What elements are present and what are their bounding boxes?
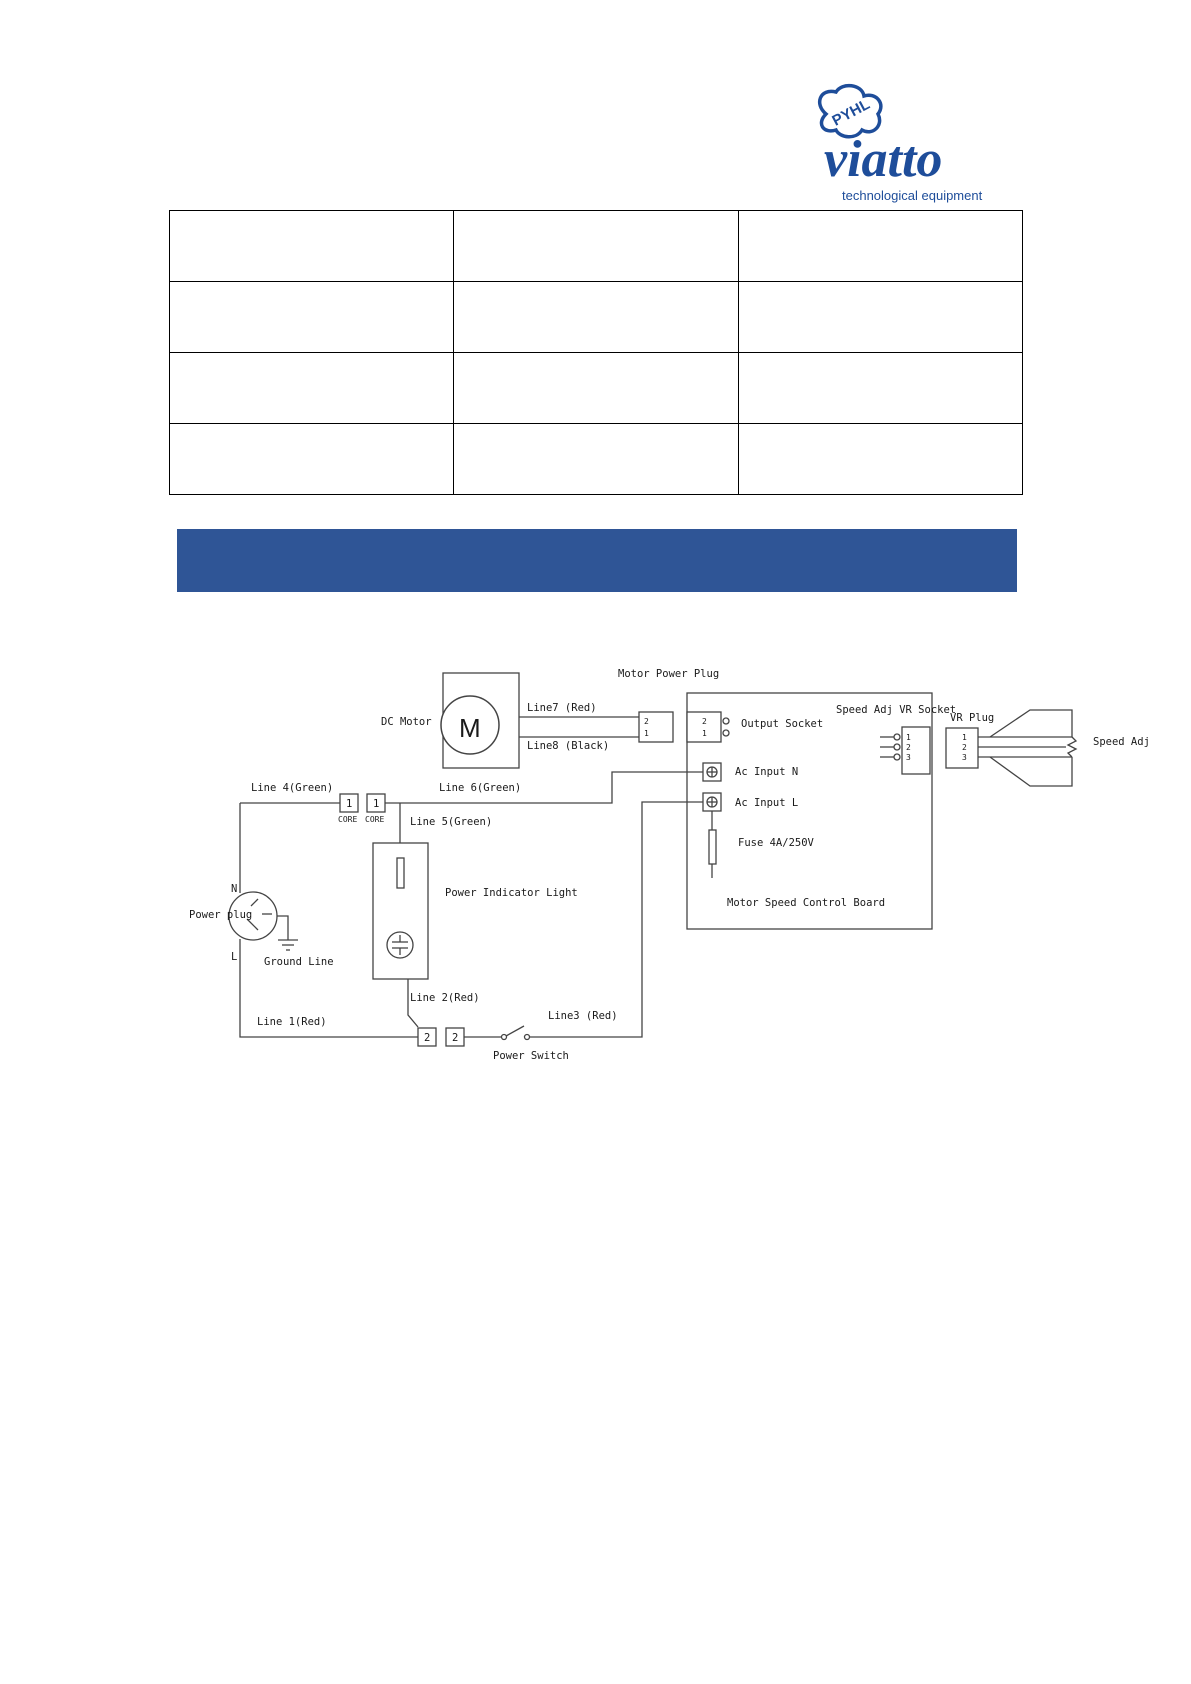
wiring-diagram-svg: [180, 660, 1150, 1090]
motor-speed-control-board: [687, 693, 956, 929]
table-cell: [454, 353, 738, 424]
line1-label: Line 1(Red): [257, 1016, 327, 1028]
power-indicator-light-label: Power Indicator Light: [445, 887, 578, 899]
fuse-label: Fuse 4A/250V: [738, 837, 814, 849]
line2-label: Line 2(Red): [410, 992, 480, 1004]
motor-power-plug-label: Motor Power Plug: [618, 668, 720, 680]
switch-icon: [506, 1026, 524, 1036]
pin-label: 2: [906, 743, 911, 752]
pin-label: 1: [702, 729, 707, 738]
pin-label: 2: [644, 717, 649, 726]
wire-line6: [385, 772, 703, 803]
power-plug: [189, 883, 277, 963]
potentiometer-icon: [1068, 737, 1076, 757]
table-cell: [454, 211, 738, 282]
table-row: [170, 211, 1023, 282]
table-cell: [738, 282, 1022, 353]
wiring-diagram: [180, 660, 1150, 1090]
ground-line-label: Ground Line: [264, 956, 334, 968]
table-cell: [454, 282, 738, 353]
table-cell: [454, 424, 738, 495]
terminal-label: 2: [452, 1032, 459, 1044]
terminal-label: 1: [346, 798, 353, 810]
power-plug-label: Power plug: [189, 909, 253, 921]
pin-label: 2: [702, 717, 707, 726]
n-label: N: [231, 883, 238, 895]
table-row: [170, 353, 1023, 424]
section-header-bar: [177, 529, 1017, 592]
table-cell: [738, 424, 1022, 495]
power-switch-label: Power Switch: [493, 1050, 569, 1062]
table-cell: [170, 353, 454, 424]
terminal-label: 1: [373, 798, 380, 810]
output-socket-label: Output Socket: [741, 718, 824, 730]
line6-label: Line 6(Green): [439, 782, 522, 794]
speed-adj-socket-label: Speed Adj VR Socket: [836, 704, 957, 716]
line7-label: Line7 (Red): [527, 702, 597, 714]
line3-label: Line3 (Red): [548, 1010, 618, 1022]
pin-label: 1: [962, 733, 967, 742]
viatto-logo: [806, 86, 1018, 208]
l-label: L: [231, 951, 238, 963]
table-cell: [738, 353, 1022, 424]
pin-label: 3: [906, 753, 911, 762]
logo-badge-text: PYHL: [829, 95, 873, 130]
terminal-label: 2: [424, 1032, 431, 1044]
vr-plug-label: VR Plug: [950, 712, 995, 724]
ac-input-l-label: Ac Input L: [735, 797, 799, 809]
table-cell: [170, 211, 454, 282]
logo-tagline: technological equipment: [842, 188, 983, 203]
speed-adj-label: Speed Adj: [1093, 736, 1150, 748]
power-indicator-light: [373, 843, 578, 979]
table-cell: [170, 424, 454, 495]
pin-label: 1: [906, 733, 911, 742]
table-row: [170, 282, 1023, 353]
ground-wire: [277, 916, 288, 940]
wire-line3: [530, 802, 703, 1037]
terminal-core-label: CORE: [338, 815, 358, 824]
pin-label: 2: [962, 743, 967, 752]
table-cell: [170, 282, 454, 353]
pin-label: 1: [644, 729, 649, 738]
dc-motor-label: DC Motor: [381, 716, 432, 728]
section-title: [177, 529, 1017, 565]
logo-graphic: [806, 86, 1018, 208]
line4-label: Line 4(Green): [251, 782, 334, 794]
vr-plug: [946, 712, 994, 768]
terminal-core-label: CORE: [365, 815, 385, 824]
table-cell: [738, 211, 1022, 282]
ac-input-n-label: Ac Input N: [735, 766, 799, 778]
logo-brand-text: viatto: [824, 131, 943, 188]
motor-symbol: M: [459, 713, 481, 743]
table-row: [170, 424, 1023, 495]
board-label: Motor Speed Control Board: [727, 897, 886, 909]
line8-label: Line8 (Black): [527, 740, 610, 752]
fuse: [709, 830, 716, 864]
pin-label: 3: [962, 753, 967, 762]
dc-motor: [381, 673, 519, 768]
spec-table: [169, 210, 1023, 495]
line5-label: Line 5(Green): [410, 816, 493, 828]
